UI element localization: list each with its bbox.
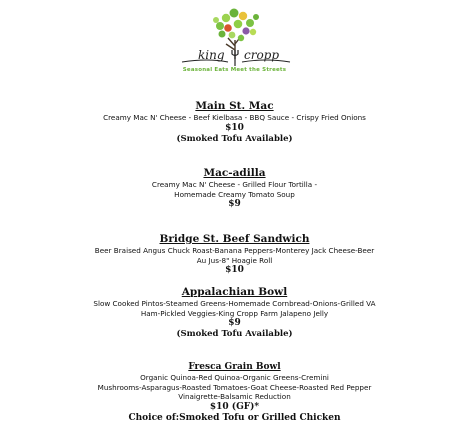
menu-item-fresca-grain-bowl bbox=[0, 361, 469, 424]
item-price: $9 bbox=[228, 199, 241, 209]
item-description: Beer Braised Angus Chuck Roast-Banana Peppers-Monterey Jack Cheese-Beer bbox=[94, 246, 375, 255]
item-title: Bridge St. Beef Sandwich bbox=[159, 233, 310, 245]
item-choice: Choice of:Smoked Tofu or Grilled Chicken bbox=[128, 412, 341, 423]
item-price: $10 (GF)* bbox=[209, 401, 260, 412]
item-description: Organic Quinoa-Red Quinoa-Organic Greens-Cremini bbox=[140, 373, 329, 382]
menu-item-main-st-mac bbox=[0, 100, 469, 145]
menu-item-bridge-st-beef-sandwich bbox=[0, 233, 469, 276]
logo-text-cropp: cropp bbox=[244, 48, 280, 62]
item-description: Mushrooms-Asparagus-Roasted Tomatoes-Goat Cheese-Roasted Red Pepper bbox=[97, 382, 372, 392]
menu-item-mac-adilla bbox=[0, 167, 469, 210]
item-description: Ham-Pickled Veggies-King Cropp Farm Jalapeno Jelly bbox=[140, 308, 329, 318]
logo-text-king: king bbox=[198, 48, 225, 62]
item-description: Homemade Creamy Tomato Soup bbox=[174, 189, 295, 199]
item-title: Mac-adilla bbox=[203, 167, 266, 179]
item-description: Creamy Mac N' Cheese - Beef Kielbasa - BBQ Sauce - Crispy Fried Onions bbox=[103, 113, 366, 122]
item-title: Fresca Grain Bowl bbox=[188, 362, 281, 372]
king-cropp-logo bbox=[168, 4, 302, 74]
tree-leaves-icon bbox=[213, 9, 259, 42]
item-price: $10 bbox=[225, 265, 244, 275]
item-description: Slow Cooked Pintos-Steamed Greens-Homemade Cornbread-Onions-Grilled VA bbox=[93, 299, 376, 308]
item-price: $10 bbox=[225, 122, 244, 133]
item-description: Vinaigrette-Balsamic Reduction bbox=[178, 392, 291, 401]
item-description: Creamy Mac N' Cheese - Grilled Flour Tortilla - bbox=[151, 180, 318, 189]
item-price: $9 bbox=[228, 318, 241, 328]
item-title: Appalachian Bowl bbox=[181, 286, 288, 298]
item-note: (Smoked Tofu Available) bbox=[176, 329, 293, 339]
item-title: Main St. Mac bbox=[195, 100, 274, 112]
item-note: (Smoked Tofu Available) bbox=[176, 133, 293, 144]
menu-item-appalachian-bowl bbox=[0, 286, 469, 340]
item-description: Au Jus-8" Hoagie Roll bbox=[196, 255, 273, 265]
tagline: Seasonal Eats Meet the Streets bbox=[182, 67, 287, 73]
